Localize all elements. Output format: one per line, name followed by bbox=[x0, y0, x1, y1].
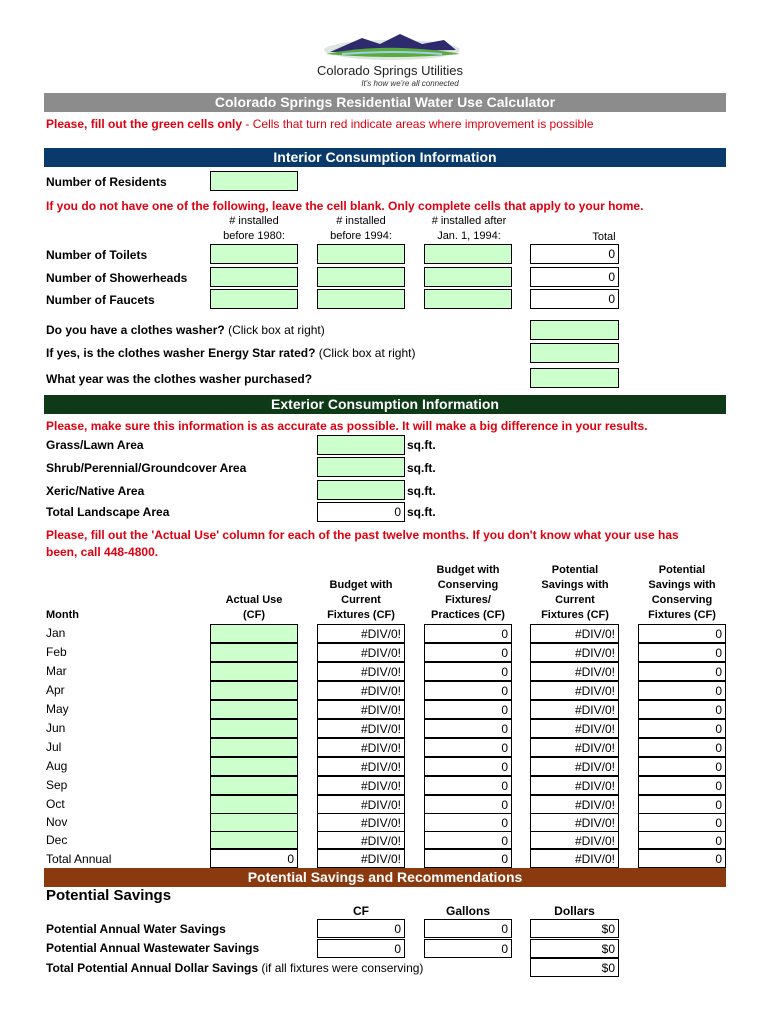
col-header-before-1980: # installed before 1980: bbox=[223, 215, 285, 242]
budget-current-value: #DIV/0! bbox=[317, 662, 405, 681]
budget-conserving-value: 0 bbox=[424, 643, 512, 662]
faucets-label: Number of Faucets bbox=[46, 293, 155, 307]
savings-current-value: #DIV/0! bbox=[530, 813, 619, 832]
company-tagline: It's how we're all connected bbox=[361, 79, 459, 88]
budget-current-value: #DIV/0! bbox=[317, 738, 405, 757]
savings-conserving-value: 0 bbox=[638, 757, 726, 776]
total-annual-label: Total Annual bbox=[46, 852, 112, 866]
wastewater-savings-cf: 0 bbox=[317, 939, 405, 958]
total-budget-conserving: 0 bbox=[424, 849, 512, 868]
actual-use-input[interactable] bbox=[210, 681, 298, 700]
header-savings-current: Potential Savings with Current Fixtures (CF) bbox=[541, 564, 609, 621]
toilets-total: 0 bbox=[530, 244, 619, 264]
residents-label: Number of Residents bbox=[46, 175, 167, 189]
xeric-area-label: Xeric/Native Area bbox=[46, 484, 145, 498]
savings-col-cf: CF bbox=[353, 904, 369, 918]
xeric-area-input[interactable] bbox=[317, 480, 405, 500]
total-landscape-value: 0 bbox=[317, 502, 405, 522]
month-label: Jul bbox=[46, 740, 62, 754]
savings-current-value: #DIV/0! bbox=[530, 738, 619, 757]
washer-question-hint: (Click box at right) bbox=[224, 323, 325, 337]
company-name: Colorado Springs Utilities bbox=[317, 63, 463, 78]
month-label: Apr bbox=[46, 683, 65, 697]
month-label: Jun bbox=[46, 721, 66, 735]
month-label: Oct bbox=[46, 797, 65, 811]
budget-current-value: #DIV/0! bbox=[317, 719, 405, 738]
col-header-before-1994: # installed before 1994: bbox=[330, 215, 392, 242]
faucets-total: 0 bbox=[530, 289, 619, 309]
total-budget-current: #DIV/0! bbox=[317, 849, 405, 868]
budget-current-value: #DIV/0! bbox=[317, 757, 405, 776]
budget-current-value: #DIV/0! bbox=[317, 643, 405, 662]
budget-current-value: #DIV/0! bbox=[317, 624, 405, 643]
savings-current-value: #DIV/0! bbox=[530, 757, 619, 776]
month-label: Nov bbox=[46, 815, 68, 829]
toilets-after-1994-input[interactable] bbox=[424, 244, 512, 264]
savings-current-value: #DIV/0! bbox=[530, 662, 619, 681]
savings-conserving-value: 0 bbox=[638, 700, 726, 719]
interior-section-header: Interior Consumption Information bbox=[44, 148, 726, 167]
mountain-logo-icon bbox=[322, 30, 462, 60]
actual-use-input[interactable] bbox=[210, 738, 298, 757]
budget-conserving-value: 0 bbox=[424, 813, 512, 832]
grass-area-input[interactable] bbox=[317, 435, 405, 455]
total-landscape-label: Total Landscape Area bbox=[46, 505, 170, 519]
savings-conserving-value: 0 bbox=[638, 776, 726, 795]
showerheads-label: Number of Showerheads bbox=[46, 271, 188, 285]
shrub-area-label: Shrub/Perennial/Groundcover Area bbox=[46, 461, 247, 475]
savings-conserving-value: 0 bbox=[638, 738, 726, 757]
total-actual-use: 0 bbox=[210, 849, 298, 868]
water-savings-cf: 0 bbox=[317, 919, 405, 938]
toilets-before-1994-input[interactable] bbox=[317, 244, 405, 264]
washer-question bbox=[46, 323, 325, 337]
budget-conserving-value: 0 bbox=[424, 757, 512, 776]
water-savings-label: Potential Annual Water Savings bbox=[46, 922, 226, 936]
month-label: Jan bbox=[46, 626, 66, 640]
total-dollar-savings-hint: (if all fixtures were conserving) bbox=[258, 961, 424, 975]
savings-section-header: Potential Savings and Recommendations bbox=[44, 868, 726, 887]
month-label: Sep bbox=[46, 778, 68, 792]
instruction-bold: Please, fill out the green cells only bbox=[46, 117, 243, 131]
header-budget-conserving: Budget with Conserving Fixtures/ Practices (CF) bbox=[431, 564, 505, 621]
total-dollar-savings-value: $0 bbox=[530, 958, 619, 977]
savings-conserving-value: 0 bbox=[638, 813, 726, 832]
actual-use-input[interactable] bbox=[210, 700, 298, 719]
energy-star-input[interactable] bbox=[530, 343, 619, 363]
savings-current-value: #DIV/0! bbox=[530, 624, 619, 643]
month-label: Dec bbox=[46, 833, 68, 847]
wastewater-savings-label: Potential Annual Wastewater Savings bbox=[46, 941, 260, 955]
savings-conserving-value: 0 bbox=[638, 643, 726, 662]
budget-conserving-value: 0 bbox=[424, 681, 512, 700]
actual-use-input[interactable] bbox=[210, 662, 298, 681]
washer-input[interactable] bbox=[530, 320, 619, 340]
header-month: Month bbox=[46, 609, 79, 621]
savings-current-value: #DIV/0! bbox=[530, 795, 619, 814]
water-savings-dollars: $0 bbox=[530, 919, 619, 938]
potential-savings-heading: Potential Savings bbox=[46, 887, 172, 904]
actual-use-input[interactable] bbox=[210, 776, 298, 795]
header-budget-current: Budget with Current Fixtures (CF) bbox=[327, 579, 395, 621]
exterior-section-header: Exterior Consumption Information bbox=[44, 395, 726, 414]
budget-conserving-value: 0 bbox=[424, 624, 512, 643]
budget-conserving-value: 0 bbox=[424, 738, 512, 757]
savings-current-value: #DIV/0! bbox=[530, 681, 619, 700]
title-bar: Colorado Springs Residential Water Use Calculator bbox=[44, 93, 726, 112]
grass-area-label: Grass/Lawn Area bbox=[46, 438, 144, 452]
actual-use-input[interactable] bbox=[210, 795, 298, 814]
total-dollar-savings-bold: Total Potential Annual Dollar Savings bbox=[46, 961, 259, 975]
savings-current-value: #DIV/0! bbox=[530, 831, 619, 849]
savings-conserving-value: 0 bbox=[638, 795, 726, 814]
toilets-label: Number of Toilets bbox=[46, 248, 148, 262]
month-label: May bbox=[46, 702, 69, 716]
budget-conserving-value: 0 bbox=[424, 662, 512, 681]
month-label: Feb bbox=[46, 645, 67, 659]
savings-col-gallons: Gallons bbox=[445, 904, 490, 918]
showerheads-before-1980-input[interactable] bbox=[210, 267, 298, 287]
header-savings-conserving: Potential Savings with Conserving Fixtures (CF) bbox=[648, 564, 716, 621]
col-header-after-1994: # installed after Jan. 1, 1994: bbox=[431, 215, 507, 242]
col-header-total: Total bbox=[592, 231, 616, 243]
budget-conserving-value: 0 bbox=[424, 795, 512, 814]
budget-current-value: #DIV/0! bbox=[317, 776, 405, 795]
showerheads-after-1994-input[interactable] bbox=[424, 267, 512, 287]
shrub-area-unit: sq.ft. bbox=[407, 461, 436, 475]
energy-star-question-bold: If yes, is the clothes washer Energy Star rated? bbox=[46, 346, 316, 360]
savings-col-dollars: Dollars bbox=[554, 904, 595, 918]
budget-current-value: #DIV/0! bbox=[317, 813, 405, 832]
total-savings-current: #DIV/0! bbox=[530, 849, 619, 868]
actual-use-input[interactable] bbox=[210, 643, 298, 662]
usage-note-line-2: been, call 448-4800. bbox=[46, 545, 159, 559]
savings-current-value: #DIV/0! bbox=[530, 643, 619, 662]
savings-conserving-value: 0 bbox=[638, 831, 726, 849]
savings-current-value: #DIV/0! bbox=[530, 776, 619, 795]
budget-conserving-value: 0 bbox=[424, 776, 512, 795]
actual-use-input[interactable] bbox=[210, 813, 298, 832]
usage-note-line-1: Please, fill out the 'Actual Use' column for each of the past twelve months. If you don't know what your use has bbox=[46, 528, 679, 542]
faucets-before-1994-input[interactable] bbox=[317, 289, 405, 309]
toilets-before-1980-input[interactable] bbox=[210, 244, 298, 264]
month-label: Mar bbox=[46, 664, 67, 678]
budget-conserving-value: 0 bbox=[424, 700, 512, 719]
budget-conserving-value: 0 bbox=[424, 719, 512, 738]
faucets-before-1980-input[interactable] bbox=[210, 289, 298, 309]
xeric-area-unit: sq.ft. bbox=[407, 484, 436, 498]
grass-area-unit: sq.ft. bbox=[407, 438, 436, 452]
actual-use-input[interactable] bbox=[210, 757, 298, 776]
energy-star-question-hint: (Click box at right) bbox=[315, 346, 416, 360]
total-landscape-unit: sq.ft. bbox=[407, 505, 436, 519]
residents-input[interactable] bbox=[210, 171, 298, 191]
savings-current-value: #DIV/0! bbox=[530, 719, 619, 738]
total-savings-conserving: 0 bbox=[638, 849, 726, 868]
showerheads-before-1994-input[interactable] bbox=[317, 267, 405, 287]
budget-current-value: #DIV/0! bbox=[317, 795, 405, 814]
wastewater-savings-gallons: 0 bbox=[424, 939, 512, 958]
water-savings-gallons: 0 bbox=[424, 919, 512, 938]
showerheads-total: 0 bbox=[530, 267, 619, 287]
budget-current-value: #DIV/0! bbox=[317, 831, 405, 849]
savings-current-value: #DIV/0! bbox=[530, 700, 619, 719]
interior-note: If you do not have one of the following, leave the cell blank. Only complete cells that apply to your home. bbox=[46, 199, 644, 213]
washer-question-bold: Do you have a clothes washer? bbox=[46, 323, 225, 337]
savings-conserving-value: 0 bbox=[638, 719, 726, 738]
total-dollar-savings-label bbox=[46, 961, 423, 975]
washer-year-input[interactable] bbox=[530, 368, 619, 388]
wastewater-savings-dollars: $0 bbox=[530, 939, 619, 958]
budget-current-value: #DIV/0! bbox=[317, 681, 405, 700]
savings-conserving-value: 0 bbox=[638, 662, 726, 681]
faucets-after-1994-input[interactable] bbox=[424, 289, 512, 309]
instruction-rest: - Cells that turn red indicate areas where improvement is possible bbox=[242, 117, 594, 131]
exterior-note: Please, make sure this information is as accurate as possible. It will make a big difference in your results. bbox=[46, 419, 648, 433]
budget-conserving-value: 0 bbox=[424, 831, 512, 849]
actual-use-input[interactable] bbox=[210, 719, 298, 738]
energy-star-question bbox=[46, 346, 415, 360]
actual-use-input[interactable] bbox=[210, 624, 298, 643]
header-actual-use: Actual Use (CF) bbox=[225, 594, 283, 621]
company-logo bbox=[300, 30, 480, 94]
budget-current-value: #DIV/0! bbox=[317, 700, 405, 719]
actual-use-input[interactable] bbox=[210, 831, 298, 849]
month-label: Aug bbox=[46, 759, 68, 773]
instruction-line bbox=[46, 117, 594, 131]
washer-year-question: What year was the clothes washer purchased? bbox=[46, 372, 313, 386]
shrub-area-input[interactable] bbox=[317, 457, 405, 477]
savings-conserving-value: 0 bbox=[638, 681, 726, 700]
savings-conserving-value: 0 bbox=[638, 624, 726, 643]
